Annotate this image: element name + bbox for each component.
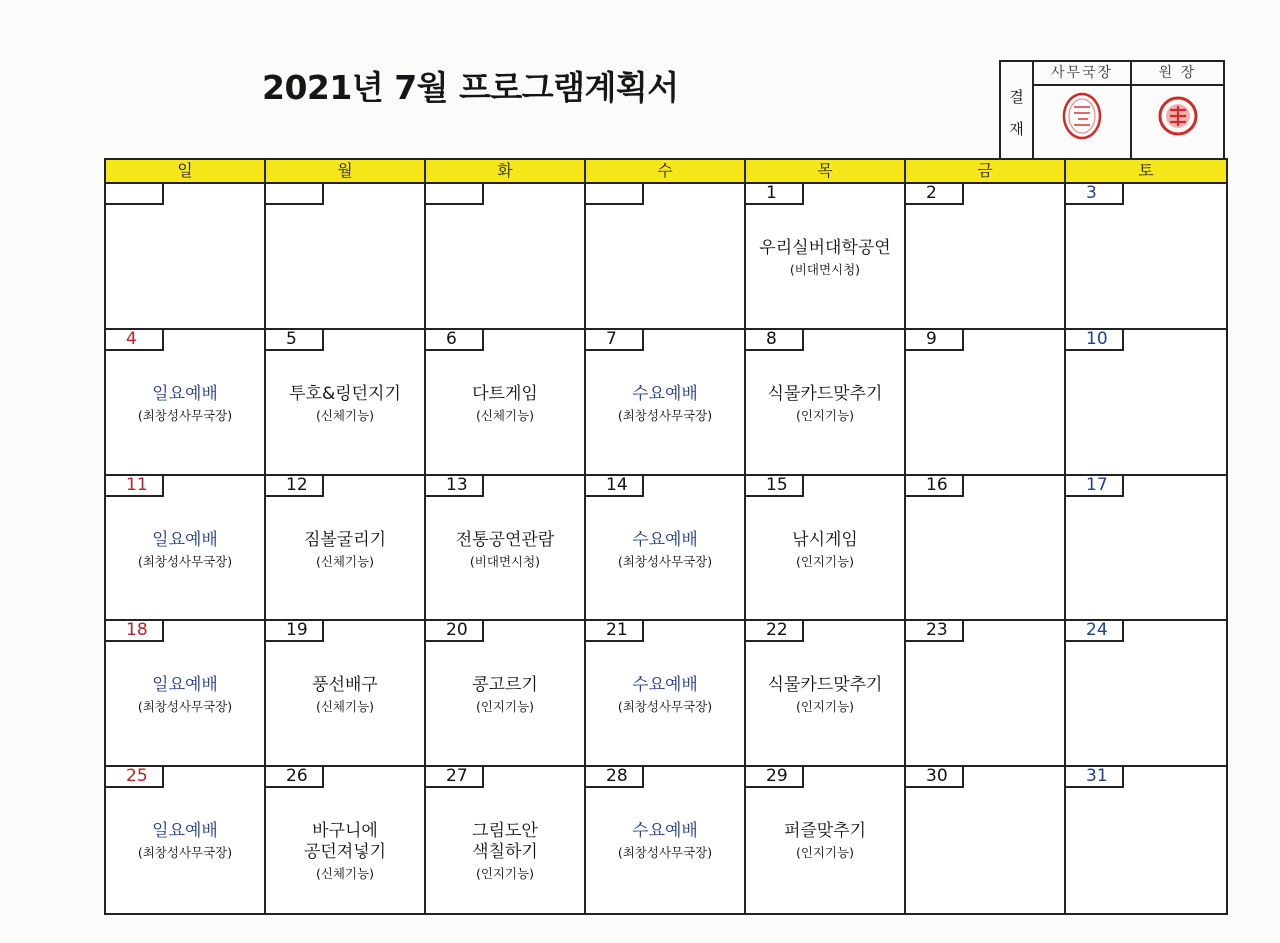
calendar-day-cell bbox=[906, 767, 1066, 913]
calendar-day-cell bbox=[266, 184, 426, 330]
program-name: 전통공연관람 bbox=[455, 529, 555, 550]
program-entry bbox=[106, 675, 264, 716]
day-number: 27 bbox=[426, 767, 484, 788]
program-entry bbox=[586, 384, 744, 425]
calendar-day-cell bbox=[1066, 767, 1226, 913]
day-number: 5 bbox=[266, 330, 324, 351]
calendar-day-cell bbox=[426, 330, 586, 476]
approval-side-char-1: 결 bbox=[1009, 88, 1024, 106]
program-entry bbox=[586, 821, 744, 862]
program-name: 식물카드맞추기 bbox=[767, 383, 883, 404]
approval-col-director-label: 원 장 bbox=[1132, 62, 1223, 86]
calendar-day-cell bbox=[906, 621, 1066, 767]
day-number: 4 bbox=[106, 330, 164, 351]
calendar-day-cell bbox=[266, 767, 426, 913]
calendar-day-cell bbox=[426, 767, 586, 913]
program-entry bbox=[426, 530, 584, 571]
program-note: (비대면시청) bbox=[789, 262, 861, 277]
program-name: 바구니에 공던져넣기 bbox=[303, 821, 387, 863]
calendar-day-cell bbox=[106, 330, 266, 476]
program-name: 수요예배 bbox=[632, 821, 698, 842]
program-name: 수요예배 bbox=[632, 383, 698, 404]
approval-col-manager-label: 사무국장 bbox=[1034, 62, 1130, 86]
program-note: (인지기능) bbox=[795, 407, 855, 423]
program-entry bbox=[266, 821, 424, 883]
seal-stamp-director bbox=[1157, 95, 1199, 137]
calendar-day-cell bbox=[106, 476, 266, 622]
program-entry bbox=[426, 384, 584, 425]
program-entry bbox=[746, 675, 904, 716]
day-number: 18 bbox=[106, 621, 164, 642]
program-note: (최창성사무국장) bbox=[617, 407, 713, 423]
program-note: (최창성사무국장) bbox=[617, 845, 713, 861]
day-number: 2 bbox=[906, 184, 964, 205]
calendar-day-cell bbox=[586, 767, 746, 913]
day-number: 8 bbox=[746, 330, 804, 351]
program-entry bbox=[266, 384, 424, 425]
program-name: 투호&링던지기 bbox=[289, 383, 401, 404]
program-note: (신체기능) bbox=[475, 407, 535, 423]
day-number: 28 bbox=[586, 767, 644, 788]
day-number: 15 bbox=[746, 476, 804, 497]
program-note: (인지기능) bbox=[475, 699, 535, 715]
program-note: (신체기능) bbox=[315, 553, 375, 569]
program-name: 식물카드맞추기 bbox=[767, 675, 883, 696]
day-number: 6 bbox=[426, 330, 484, 351]
calendar-day-cell bbox=[426, 184, 586, 330]
calendar-day-cell bbox=[746, 621, 906, 767]
day-number bbox=[266, 184, 324, 205]
day-number: 10 bbox=[1066, 330, 1124, 351]
day-number: 30 bbox=[906, 767, 964, 788]
day-number bbox=[106, 184, 164, 205]
program-entry bbox=[266, 530, 424, 571]
day-number: 21 bbox=[586, 621, 644, 642]
program-name: 풍선배구 bbox=[312, 675, 378, 696]
day-number: 19 bbox=[266, 621, 324, 642]
day-number: 29 bbox=[746, 767, 804, 788]
program-entry bbox=[746, 530, 904, 571]
program-name: 짐볼굴리기 bbox=[303, 529, 387, 550]
calendar-day-cell bbox=[1066, 330, 1226, 476]
approval-col-director bbox=[1132, 62, 1223, 164]
day-number bbox=[426, 184, 484, 205]
day-number: 11 bbox=[106, 476, 164, 497]
program-name: 일요예배 bbox=[152, 821, 218, 842]
program-entry bbox=[746, 384, 904, 425]
program-name: 퍼즐맞추기 bbox=[783, 821, 867, 842]
calendar-day-cell bbox=[106, 621, 266, 767]
program-entry bbox=[426, 675, 584, 716]
day-number: 16 bbox=[906, 476, 964, 497]
day-number: 17 bbox=[1066, 476, 1124, 497]
calendar-day-cell bbox=[586, 621, 746, 767]
program-name: 일요예배 bbox=[152, 383, 218, 404]
approval-col-manager bbox=[1034, 62, 1132, 164]
weekday-thu: 목 bbox=[746, 160, 906, 182]
program-note: (신체기능) bbox=[315, 699, 375, 715]
calendar-day-cell bbox=[426, 621, 586, 767]
program-entry bbox=[746, 238, 904, 279]
program-name: 수요예배 bbox=[632, 675, 698, 696]
program-note: (인지기능) bbox=[795, 553, 855, 569]
approval-side-label bbox=[1001, 62, 1034, 164]
program-name: 다트게임 bbox=[472, 383, 538, 404]
program-note: (최창성사무국장) bbox=[137, 407, 233, 423]
approval-side-char-2: 재 bbox=[1009, 120, 1024, 138]
day-number: 23 bbox=[906, 621, 964, 642]
weekday-sat: 토 bbox=[1138, 161, 1154, 180]
program-entry bbox=[586, 675, 744, 716]
program-entry bbox=[106, 821, 264, 862]
program-name: 콩고르기 bbox=[472, 675, 538, 696]
monthly-calendar bbox=[104, 158, 1228, 915]
day-number: 26 bbox=[266, 767, 324, 788]
day-number bbox=[586, 184, 644, 205]
program-note: (인지기능) bbox=[795, 699, 855, 715]
program-note: (신체기능) bbox=[315, 407, 375, 423]
program-name: 수요예배 bbox=[632, 529, 698, 550]
program-entry bbox=[106, 530, 264, 571]
calendar-day-cell bbox=[906, 184, 1066, 330]
program-entry bbox=[426, 821, 584, 883]
day-number: 9 bbox=[906, 330, 964, 351]
program-note: (인지기능) bbox=[475, 866, 535, 882]
calendar-day-cell bbox=[106, 184, 266, 330]
calendar-day-cell bbox=[266, 621, 426, 767]
day-number: 22 bbox=[746, 621, 804, 642]
calendar-day-cell bbox=[746, 476, 906, 622]
program-name: 일요예배 bbox=[152, 675, 218, 696]
weekday-header bbox=[106, 160, 1226, 184]
calendar-day-cell bbox=[1066, 476, 1226, 622]
program-entry bbox=[586, 530, 744, 571]
weekday-fri: 금 bbox=[906, 160, 1066, 182]
calendar-day-cell bbox=[426, 476, 586, 622]
calendar-day-cell bbox=[1066, 621, 1226, 767]
day-number: 24 bbox=[1066, 621, 1124, 642]
program-note: (신체기능) bbox=[315, 866, 375, 882]
program-name: 그림도안 색칠하기 bbox=[472, 821, 538, 863]
program-note: (인지기능) bbox=[795, 845, 855, 861]
seal-stamp-manager bbox=[1060, 91, 1104, 141]
page-title: 2021년 7월 프로그램계획서 bbox=[262, 68, 679, 107]
calendar-day-cell bbox=[746, 330, 906, 476]
calendar-day-cell bbox=[266, 476, 426, 622]
calendar-grid bbox=[106, 184, 1226, 913]
day-number: 12 bbox=[266, 476, 324, 497]
program-note: (최창성사무국장) bbox=[137, 699, 233, 715]
day-number: 31 bbox=[1066, 767, 1124, 788]
day-number: 7 bbox=[586, 330, 644, 351]
day-number: 25 bbox=[106, 767, 164, 788]
calendar-day-cell bbox=[1066, 184, 1226, 330]
program-note: (최창성사무국장) bbox=[617, 553, 713, 569]
calendar-day-cell bbox=[586, 330, 746, 476]
calendar-day-cell bbox=[746, 767, 906, 913]
weekday-tue: 화 bbox=[426, 160, 586, 182]
weekday-sun: 일 bbox=[106, 160, 266, 182]
calendar-day-cell bbox=[746, 184, 906, 330]
program-note: (최창성사무국장) bbox=[617, 699, 713, 715]
weekday-mon: 월 bbox=[266, 160, 426, 182]
approval-box bbox=[999, 60, 1225, 166]
day-number: 13 bbox=[426, 476, 484, 497]
program-entry bbox=[266, 675, 424, 716]
calendar-day-cell bbox=[106, 767, 266, 913]
day-number: 3 bbox=[1066, 184, 1124, 205]
program-name: 일요예배 bbox=[152, 529, 218, 550]
calendar-day-cell bbox=[906, 476, 1066, 622]
program-name: 우리실버대학공연 bbox=[759, 238, 891, 258]
calendar-day-cell bbox=[266, 330, 426, 476]
program-note: (최창성사무국장) bbox=[137, 845, 233, 861]
program-entry bbox=[106, 384, 264, 425]
calendar-day-cell bbox=[586, 476, 746, 622]
day-number: 1 bbox=[746, 184, 804, 205]
weekday-wed: 수 bbox=[586, 160, 746, 182]
calendar-day-cell bbox=[586, 184, 746, 330]
calendar-day-cell bbox=[906, 330, 1066, 476]
day-number: 20 bbox=[426, 621, 484, 642]
program-entry bbox=[746, 821, 904, 862]
program-note: (비대면시청) bbox=[469, 553, 541, 569]
program-note: (최창성사무국장) bbox=[137, 553, 233, 569]
day-number: 14 bbox=[586, 476, 644, 497]
program-name: 낚시게임 bbox=[792, 529, 858, 550]
